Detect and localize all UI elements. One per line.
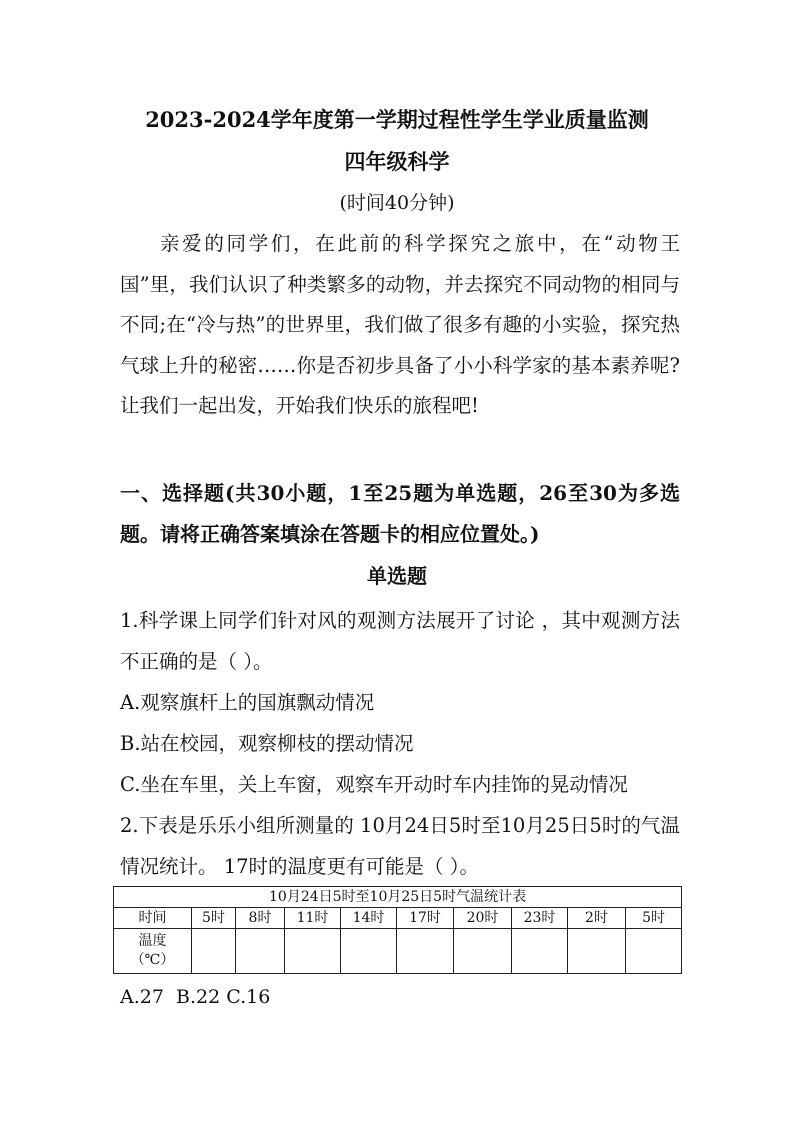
table-value-cell [512,929,568,974]
table-value-cell [454,929,512,974]
table-time-cell: 5时 [192,908,236,929]
table-value-cell [568,929,626,974]
table-caption: 10月24日5时至10月25日5时气温统计表 [114,887,682,908]
table-temperature-row [114,929,682,974]
table-time-cell: 2时 [568,908,626,929]
question-1-option-c: C.坐在车里，关上车窗，观察车开动时车内挂饰的晃动情况 [120,773,628,796]
table-value-cell [236,929,285,974]
intro-paragraph: 亲爱的同学们，在此前的科学探究之旅中，在“动物王国”里，我们认识了种类繁多的动物，并去探究不同动物的相同与不同;在“冷与热”的世界里，我们做了很多有趣的小实验，探究热气球上升的秘密……你是否初步具备了小小科学家的基本素养呢?让我们一起出发，开始我们快乐的旅程吧! [120,232,680,417]
row-label-line2: （℃） [130,952,175,968]
table-time-cell: 20时 [454,908,512,929]
row-label-line1: 温度 [138,933,167,949]
table-time-cell: 23时 [512,908,568,929]
question-1-stem: 1.科学课上同学们针对风的观测方法展开了讨论 ，其中观测方法不正确的是（ ）。 [120,609,680,673]
exam-subject: 四年级科学 [344,149,450,174]
table-time-cell: 11时 [285,908,341,929]
table-time-cell: 14时 [341,908,397,929]
table-value-cell [285,929,341,974]
section-heading: 一、选择题(共30小题，1至25题为单选题，26至30为多选题。请将正确答案填涂在答题卡的相应位置处。) [120,481,680,546]
question-2-stem: 2.下表是乐乐小组所测量的 10月24日5时至10月25日5时的气温情况统计。 17时的温度更有可能是（ ）。 [120,814,680,878]
table-time-cell: 5时 [626,908,682,929]
question-1-option-b: B.站在校园，观察柳枝的摆动情况 [120,732,414,755]
temperature-table [113,886,682,974]
question-1-option-a: A.观察旗杆上的国旗飘动情况 [120,691,375,714]
table-time-cell: 8时 [236,908,285,929]
table-header-row [114,908,682,929]
table-value-cell [192,929,236,974]
table-value-cell [341,929,397,974]
question-2-options: A.27 B.22 C.16 [120,986,271,1008]
table-value-cell [397,929,454,974]
table-time-cell: 17时 [397,908,454,929]
table-value-cell [626,929,682,974]
table-col-label: 时间 [114,908,192,929]
time-note: (时间40分钟) [339,192,455,214]
section-subheading: 单选题 [367,564,427,588]
table-row-label [114,929,192,974]
exam-title: 2023-2024学年度第一学期过程性学生学业质量监测 [145,107,649,132]
